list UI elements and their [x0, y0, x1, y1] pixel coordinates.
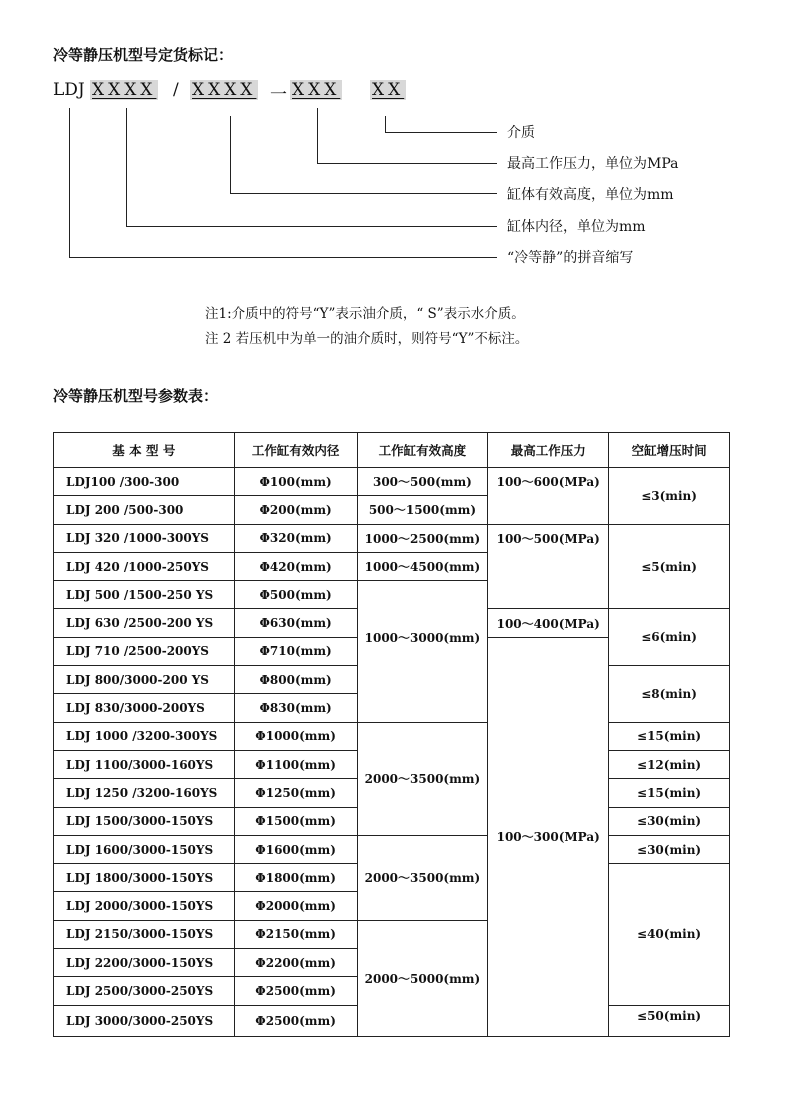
cell-diameter: Φ320(mm)	[234, 524, 357, 552]
cell-diameter: Φ2200(mm)	[234, 949, 357, 977]
cell-model: LDJ 2000/3000-150YS	[54, 892, 235, 920]
cell-time: ≤6(min)	[609, 609, 730, 666]
cell-height: 1000～4500(mm)	[357, 552, 488, 580]
cell-height: 2000～5000(mm)	[357, 920, 488, 1036]
cell-diameter: Φ630(mm)	[234, 609, 357, 637]
cell-diameter: Φ2000(mm)	[234, 892, 357, 920]
cell-pressure: 100～500(MPa)	[488, 524, 609, 609]
cell-model: LDJ 2150/3000-150YS	[54, 920, 235, 948]
bracket-line-height-h	[230, 193, 497, 194]
order-code-heading: 冷等静压机型号定货标记：	[53, 46, 234, 64]
cell-diameter: Φ1800(mm)	[234, 864, 357, 892]
cell-time: ≤40(min)	[609, 864, 730, 1005]
cell-model: LDJ 1500/3000-150YS	[54, 807, 235, 835]
cell-time: ≤15(min)	[609, 779, 730, 807]
cell-model: LDJ 500 /1500-250 YS	[54, 581, 235, 609]
bracket-line-medium-h	[385, 132, 497, 133]
cell-model: LDJ 830/3000-200YS	[54, 694, 235, 722]
cell-height: 300～500(mm)	[357, 468, 488, 496]
cell-height: 500～1500(mm)	[357, 496, 488, 524]
bracket-line-diameter	[126, 108, 127, 226]
cell-model: LDJ 2200/3000-150YS	[54, 949, 235, 977]
cell-diameter: Φ1250(mm)	[234, 779, 357, 807]
cell-model: LDJ 710 /2500-200YS	[54, 637, 235, 665]
cell-diameter: Φ1100(mm)	[234, 750, 357, 778]
bracket-line-medium	[385, 116, 386, 132]
cell-model: LDJ 630 /2500-200 YS	[54, 609, 235, 637]
cell-model: LDJ 1600/3000-150YS	[54, 835, 235, 863]
cell-model: LDJ 800/3000-200 YS	[54, 666, 235, 694]
cell-diameter: Φ2500(mm)	[234, 1005, 357, 1036]
spec-table	[53, 432, 730, 1037]
cell-time: ≤50(min)	[609, 1005, 730, 1036]
table-header-row	[54, 433, 730, 468]
cell-time: ≤15(min)	[609, 722, 730, 750]
legend-pressure: 最高工作压力，单位为MPa	[507, 156, 679, 172]
cell-height: 1000～2500(mm)	[357, 524, 488, 552]
code-prefix: LDJ	[53, 80, 85, 100]
table-row	[54, 524, 730, 552]
cell-time: ≤5(min)	[609, 524, 730, 609]
cell-model: LDJ 200 /500-300	[54, 496, 235, 524]
cell-diameter: Φ1000(mm)	[234, 722, 357, 750]
code-segment-diameter: XXXX	[92, 80, 157, 100]
code-segment-medium: XX	[372, 80, 405, 100]
bracket-line-height	[230, 116, 231, 193]
cell-diameter: Φ420(mm)	[234, 552, 357, 580]
legend-pinyin: “冷等静”的拼音缩写	[507, 250, 634, 266]
code-dash: 一	[270, 85, 287, 105]
cell-model: LDJ 420 /1000-250YS	[54, 552, 235, 580]
cell-diameter: Φ2150(mm)	[234, 920, 357, 948]
cell-model: LDJ 1800/3000-150YS	[54, 864, 235, 892]
note-1: 注1:介质中的符号“Y”表示油介质，“ S”表示水介质。	[205, 306, 525, 322]
cell-height: 2000～3500(mm)	[357, 835, 488, 920]
cell-time: ≤12(min)	[609, 750, 730, 778]
cell-diameter: Φ800(mm)	[234, 666, 357, 694]
code-segment-height: XXXX	[192, 80, 257, 100]
cell-height: 1000～3000(mm)	[357, 581, 488, 722]
bracket-line-prefix-h	[69, 257, 497, 258]
cell-pressure: 100～400(MPa)	[488, 609, 609, 637]
cell-model: LDJ 1250 /3200-160YS	[54, 779, 235, 807]
cell-time: ≤8(min)	[609, 666, 730, 723]
header-time: 空缸增压时间	[609, 433, 730, 468]
table-row	[54, 722, 730, 750]
cell-pressure: 100～600(MPa)	[488, 468, 609, 525]
cell-model: LDJ100 /300-300	[54, 468, 235, 496]
header-model: 基 本 型 号	[54, 433, 235, 468]
header-height: 工作缸有效高度	[357, 433, 488, 468]
bracket-line-pressure-h	[317, 163, 497, 164]
cell-time: ≤30(min)	[609, 807, 730, 835]
cell-diameter: Φ830(mm)	[234, 694, 357, 722]
legend-height: 缸体有效高度，单位为mm	[507, 187, 674, 203]
bracket-line-diameter-h	[126, 226, 497, 227]
cell-diameter: Φ200(mm)	[234, 496, 357, 524]
cell-time: ≤3(min)	[609, 468, 730, 525]
cell-time: ≤30(min)	[609, 835, 730, 863]
table-row	[54, 468, 730, 496]
code-segment-pressure: XXX	[292, 80, 341, 100]
spec-table-heading: 冷等静压机型号参数表：	[53, 387, 219, 405]
cell-diameter: Φ1500(mm)	[234, 807, 357, 835]
header-diameter: 工作缸有效内径	[234, 433, 357, 468]
header-pressure: 最高工作压力	[488, 433, 609, 468]
code-slash: /	[173, 80, 179, 100]
table-row	[54, 835, 730, 863]
bracket-line-prefix	[69, 108, 70, 257]
legend-medium: 介质	[507, 125, 535, 141]
cell-height: 2000～3500(mm)	[357, 722, 488, 835]
cell-model: LDJ 3000/3000-250YS	[54, 1005, 235, 1036]
cell-diameter: Φ2500(mm)	[234, 977, 357, 1005]
cell-diameter: Φ100(mm)	[234, 468, 357, 496]
cell-model: LDJ 1000 /3200-300YS	[54, 722, 235, 750]
cell-diameter: Φ500(mm)	[234, 581, 357, 609]
cell-pressure: 100～300(MPa)	[488, 637, 609, 1036]
cell-model: LDJ 320 /1000-300YS	[54, 524, 235, 552]
legend-diameter: 缸体内径，单位为mm	[507, 219, 646, 235]
bracket-line-pressure	[317, 108, 318, 163]
cell-model: LDJ 2500/3000-250YS	[54, 977, 235, 1005]
note-2: 注 2 若压机中为单一的油介质时，则符号“Y”不标注。	[205, 331, 529, 347]
cell-diameter: Φ1600(mm)	[234, 835, 357, 863]
cell-model: LDJ 1100/3000-160YS	[54, 750, 235, 778]
cell-diameter: Φ710(mm)	[234, 637, 357, 665]
